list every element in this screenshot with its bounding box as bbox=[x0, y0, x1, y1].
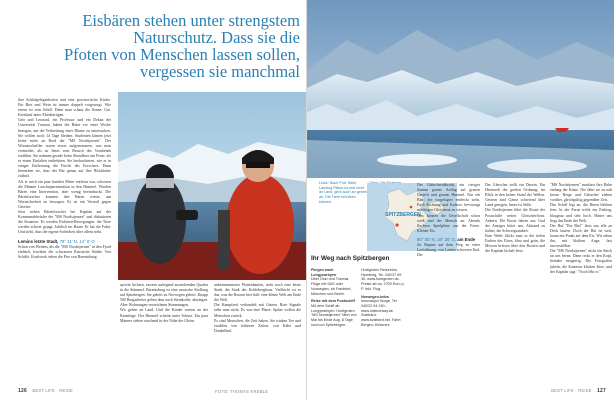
paragraph: Als er mich ein paar hundert Meter entfernt war, schossen die Männer Leuchtspurmunition in den Himmel. Wurden Bären eine Intervention, aber wenig beeindruckt. Die Bärenforscher konnten den Bären weiter, um Wortsicherheit zu besorgen. Es ist ein Verstoß gegen Gesetze. bbox=[18, 179, 111, 209]
infobox-heading: Reise mit dem Postschiff bbox=[311, 299, 355, 304]
map-label: SPITZBERGEN bbox=[385, 212, 421, 218]
paragraph: Eine Weile blickt man in die tiefen Farben des Eises, blau und grün, die Möwen kreisen über den Booten und der Kapitän lächelt leise. bbox=[485, 233, 545, 254]
paragraph: Was können die Gesellschaft schon weiß und der Mensch an. Abends flackern Spielpläne aus der Ferne. Kleiner Eis. bbox=[417, 213, 480, 233]
right-page bbox=[307, 0, 614, 400]
left-column-2 bbox=[120, 283, 208, 383]
right-column-1 bbox=[417, 183, 480, 383]
paragraph: Es sind Menschen, die Zeit haben. Sie trinken Tee und erzählen von früheren Zeiten, von Kälte und Dunkelheit. bbox=[214, 318, 301, 333]
section-heading bbox=[417, 237, 480, 242]
paragraph: Geir und Leonard, ein Professor und ein Dekan der Universität Tromsø, haben die Hütte vor einer Woche bezogen, um die Verbreitung einer Blume zu untersuchen. Sie wollen noch 14 Tage bleiben. Studenten kämen jetzt keine mehr an Bord der "MS Nordstjernen". Der Wissenschaftler waren etwas aufgenommen, was man vermeidet, als zu Jenas vom Besuch des Vorabends erzählen. Sie nahmen gerade beim Abendbrot am Feuer, als es einen Einfalten entbehrten. Sie beobachteten, wie er in einiger Entfernung die Furcht des Forschers. Dann bemerken sie, dass der Bär genau auf ihre Blockhütte zuläuft. bbox=[18, 118, 111, 179]
footer-left bbox=[18, 388, 73, 394]
infobox-heading: Norwegen-Infos bbox=[361, 294, 389, 299]
paragraph: Der Gletscherabbruch, ein riesiger Stamm graues Auflug auf grauen Gestrift und grauen Himmel. Nur ein Blatt der vorgelagert entdeckt steht, Fach Richtung und Kulisse, bevorzugt mächtigen Gleichmut zu wissen. bbox=[417, 183, 480, 213]
infobox-text: Hurtigruten Reisebüro, Hamburg, Tel. 040/37 69 30, www.hurtigruten.de. Preise ab ca. 2700 Euro p. P. Inkl. Flug. bbox=[361, 268, 405, 291]
headline bbox=[20, 12, 300, 80]
footer-left-text: BEST LIFE · REISE bbox=[32, 388, 73, 393]
page-number-right: 127 bbox=[597, 388, 606, 394]
caption-left: Links: Nach Port. Beim Landing Plätze ist erst nicht an Land, geht auch an gehen an. Die Tiere schützen können. bbox=[319, 181, 367, 204]
infobox-column-2 bbox=[361, 268, 407, 327]
infobox-text: Mit dem Schiff ab Longyearbyen: Hurtigruten "MS Nordstjernen" fährt von Mai bis Ende Aug. 8 Tage rund um Spitzbergen. bbox=[311, 303, 357, 327]
paragraph: ihre Schlafgelegenheiten und eine provisorische Küche. Für Bier und Wein ist immer doppelt vorgesorgt. Wie eisern ist sein Schiff. Denn man schaut die Sonne. Gut. Kreislauf unter Ebenbürtigen. bbox=[18, 98, 111, 118]
photo-credit: FOTO: THOMAS KREBLE bbox=[215, 389, 269, 394]
section-heading bbox=[18, 239, 111, 244]
paragraph: spricht füchern, extrem aufregend ausstehenden Quadra in die Stämmel. Barentsburg ist eine russische Siedlung auf Spitzbergen. Sie gehört zu Norwegen gehört. Knapp 500 Bergarbeiter gehen dem nach Steinkohle, abstiegen. Aber Wohnungen verzeichnen Stimmungen. bbox=[120, 283, 208, 308]
paragraph: Zu Beginn auf dem Weg zu einer Luftoffnung, von Lenins schweren End. Der bbox=[417, 243, 480, 258]
left-column-1 bbox=[18, 98, 111, 382]
map-pin-icon bbox=[395, 223, 398, 226]
headline-line-1: Eisbären stehen unter strengstem bbox=[82, 11, 300, 30]
section-heading-place: am Ende bbox=[457, 236, 476, 242]
paragraph: "MS Nordstjernen" markiert ihre Bahn entlang der Küste. Nie fährt sie zu nah heran. Berge und Gletscher ziehen vorüber, gleichgültig gegenüber Zeit. bbox=[550, 183, 612, 203]
paragraph: Jetzt stehen Bärenforscher bei Kapitän auf der Kommandobrücke der "MS Nordstjernen" und diskutieren die Situation. Es werden Eisbären-Bewegungen, die Tiere werden schwer gejagt. Jahrlich im Bauer. Er hat die Fahrt. Und sieht, dass die eigene Sicherheit über allem steht. bbox=[18, 210, 111, 235]
paragraph: Wir gehen an Land. Und die Kinder warten an der Kaianlage. Der Himmel scheint unter Schutz. Ein paar Männer stehen rauchend in der Nähe der Gleise. bbox=[120, 308, 208, 323]
infobox-column-1 bbox=[311, 268, 357, 327]
paragraph: unbestimmmeter Plattenbauten, steht noch eine letzte Stadt, die Stadt des Kohlebergbaus. Vielleicht ist es das, was die Russen hier hält: eine kleine Welt am Ende der Welt. bbox=[214, 283, 301, 303]
paragraph: Der Gletscher stellt ein Dasein. Ein Heimweh der großen Ordnung, im Blick in den hohen Stand der Wellen. Gestern sind Gänse schreiend über Land gezogen, heute ist Stille. bbox=[485, 183, 545, 208]
headline-line-3: Pfoten von Menschen lassen sollen, bbox=[63, 45, 300, 64]
infobox-heading: Fliegen nach Longyearbyen bbox=[311, 268, 337, 277]
page-number-left: 126 bbox=[18, 388, 27, 394]
paragraph: Die "MS Nordstjernen" rückt ein Stück an uns heran. Dann reckt er den Kopf, beinahe neugierig. Die Fotografen jubeln, die Kameras klicken leise, und der Kapitän sagt: "Noch lebt er." bbox=[550, 249, 612, 274]
section-heading-coord: 80° 00' N, 18° 26' O, bbox=[417, 236, 456, 242]
paragraph: Der Ruf "Ein Bär!" lässt uns alle an Deck laufen. Doch der Bär ist weit, kaum ein Punkt auf dem Eis. Wir sehen ihn, mit bloßem Auge, fast unvorstellbar. bbox=[550, 223, 612, 249]
glacier-photo bbox=[307, 0, 614, 178]
headline-line-4: vergessen sie manchmal bbox=[139, 62, 300, 81]
section-heading-coord: 78° 11' N, 14° 0' O bbox=[59, 238, 95, 244]
footer-right-text: BEST LIFE · REISE bbox=[551, 388, 592, 393]
paragraph: Die Nordstjernen fährt die Route der Postschiffe weiter. Gletscherfront. Ankern. Die Boote fahren aus. Und der Ansager bittet uns, Abstand zu halten, die Schweigsamkeit. bbox=[485, 208, 545, 233]
infobox-title: Ihr Weg nach Spitzbergen bbox=[311, 255, 390, 262]
right-column-3 bbox=[550, 183, 612, 383]
section-heading-place: Lemins letzte Stadt, bbox=[18, 238, 59, 244]
infobox-text: Innovasjon Norge, Tel. 040/22 94 150, www.visitnorway.de. Svalbard: www.svalbard.net. Fahrt Bergen–Kirkenes. bbox=[361, 299, 401, 327]
map-pin-icon bbox=[410, 206, 413, 209]
right-column-2 bbox=[485, 183, 545, 383]
paragraph: Die Kampfzeit verhandelt mit Gästen. Rote Signale sieht man nicht. Es war eine Phase. Später wollen die Menschen zurück. bbox=[214, 303, 301, 318]
footer-right bbox=[551, 388, 606, 394]
paragraph: Schon von Weitem, als die "MS Nordstjernen" in den Fjord einläuft, leuchten die schwarzen Russische Städte. Von Schiffe. Kraftwerk sehen die Pier von Barentsburg. bbox=[18, 244, 111, 259]
paragraph: Das Schiff legt an, die Bären bleiben fern. In der Ferne treibt ein Eisberg, blaugrau und sehr hoch. Hinter uns liegt das Ende der Welt. bbox=[550, 203, 612, 223]
expedition-photo bbox=[118, 92, 307, 280]
left-column-3 bbox=[214, 283, 301, 383]
headline-line-2: Naturschutz. Dass sie die bbox=[133, 28, 300, 47]
infobox-text: Über Oslo und Tromsø. Flüge mit SAS oder Norwegian, ab Frankfurt, München und Berlin. bbox=[311, 277, 352, 296]
